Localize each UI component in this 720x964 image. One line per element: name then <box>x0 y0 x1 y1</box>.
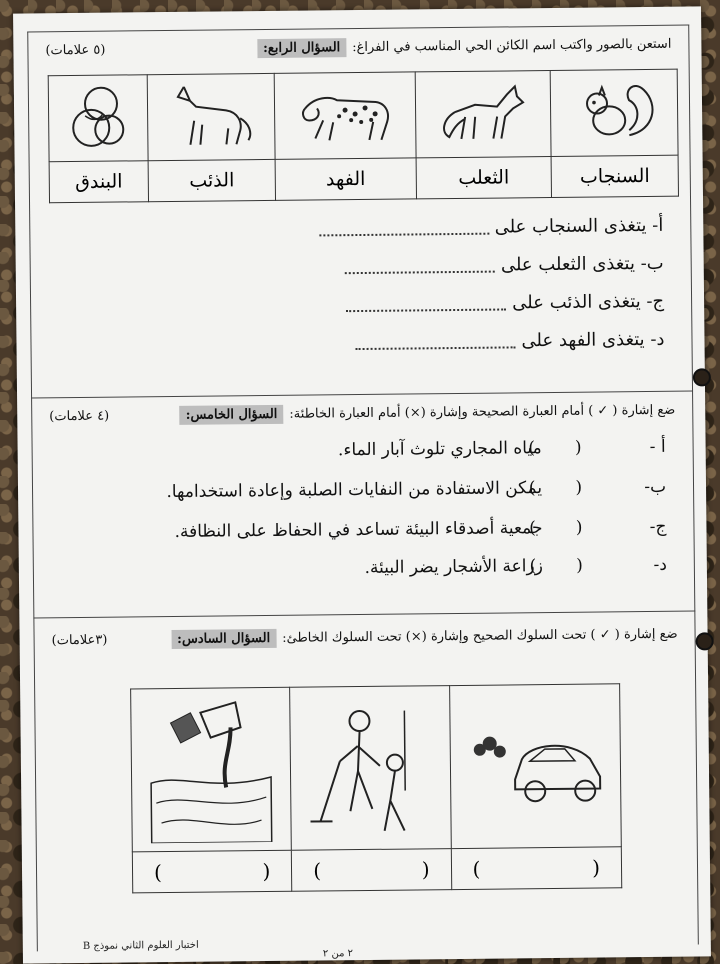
squirrel-icon <box>569 75 660 146</box>
hazelnut-cell <box>48 75 148 162</box>
animal-name: البندق <box>49 160 148 202</box>
item-text: زراعة الأشجار يضر البيئة. <box>364 556 543 578</box>
leopard-icon <box>295 78 396 149</box>
answer-parens[interactable]: () <box>529 517 623 539</box>
car-cell <box>449 684 621 849</box>
answer-blank[interactable] <box>319 221 489 237</box>
item-text: يتغذى السنجاب على <box>494 215 647 238</box>
q4-item <box>356 329 665 353</box>
q4-item <box>346 291 664 315</box>
animal-name: الفهد <box>275 158 416 201</box>
answer-cell[interactable]: ( ) <box>292 849 452 892</box>
leopard-cell <box>274 72 416 159</box>
sewage-cell <box>131 687 292 852</box>
animal-name: الثعلب <box>416 156 552 199</box>
hazelnut-icon <box>63 80 134 153</box>
q4-item <box>319 215 664 240</box>
answer-cell[interactable]: ( ) <box>451 847 622 890</box>
wolf-icon <box>166 78 257 151</box>
q5-item <box>364 555 667 578</box>
item-text: يتغذى الذئب على <box>512 291 641 314</box>
item-letter: ج- <box>646 290 665 313</box>
sweeping-cell <box>290 686 451 851</box>
sewage-pouring-icon <box>140 692 282 843</box>
item-letter: ب- <box>644 476 667 498</box>
answer-parens[interactable]: () <box>528 437 622 459</box>
answer-blank[interactable] <box>346 296 506 312</box>
item-letter: ب- <box>640 252 664 275</box>
q6-label: السؤال السادس: <box>171 629 276 649</box>
exam-page <box>13 6 711 963</box>
punch-hole <box>693 368 711 386</box>
q5-marks: (٤ علامات) <box>49 408 110 425</box>
animal-name: السنجاب <box>551 155 678 198</box>
q4-item <box>345 253 664 277</box>
q4-label: السؤال الرابع: <box>257 38 346 58</box>
q5-instruction: ضع إشارة ( ✓ ) أمام العبارة الصحيحة وإشارة (×) أمام العبارة الخاطئة: <box>289 402 676 422</box>
item-letter: ج- <box>649 516 667 537</box>
animal-table <box>48 69 679 204</box>
answer-blank[interactable] <box>356 334 516 350</box>
item-text: يتغذى الثعلب على <box>500 253 636 276</box>
punch-hole <box>696 632 714 650</box>
item-letter: د- <box>653 554 667 575</box>
behavior-table <box>130 683 622 893</box>
item-text: مياه المجاري تلوث آبار الماء. <box>337 438 542 461</box>
q5-label: السؤال الخامس: <box>180 405 284 425</box>
q6-marks: (٣علامات) <box>51 632 108 649</box>
item-text: جمعية أصدقاء البيئة تساعد في الحفاظ على النظافة. <box>174 518 543 542</box>
animal-name: الذئب <box>148 159 275 202</box>
answer-cell[interactable]: ( ) <box>132 850 292 893</box>
q5-item <box>338 437 666 460</box>
q6-instruction: ضع إشارة ( ✓ ) تحت السلوك الصحيح وإشارة (×) تحت السلوك الخاطئ: <box>282 626 678 646</box>
answer-parens[interactable]: () <box>529 555 623 577</box>
footer-page-number: ٢ من ٢ <box>322 948 354 960</box>
item-text: يمكن الاستفادة من النفايات الصلبة وإعادة استخدامها. <box>166 478 543 503</box>
q4-marks: (٥ علامات) <box>45 42 106 59</box>
fox-cell <box>415 71 551 158</box>
squirrel-cell <box>550 69 678 156</box>
footer-exam-title: اختبار العلوم الثاني نموذج B <box>82 939 199 952</box>
answer-parens[interactable]: () <box>528 477 623 499</box>
car-exhaust-icon <box>459 688 611 840</box>
item-letter: أ- <box>652 214 664 236</box>
item-text: يتغذى الفهد على <box>521 329 645 352</box>
fox-icon <box>435 77 532 148</box>
sweeping-workers-icon <box>300 690 442 841</box>
answer-blank[interactable] <box>345 259 495 275</box>
item-letter: د- <box>650 328 665 350</box>
q4-instruction: استعن بالصور واكتب اسم الكائن الحي المناسب في الفراغ: <box>352 36 672 56</box>
item-letter: أ - <box>649 436 666 457</box>
wolf-cell <box>147 73 275 160</box>
